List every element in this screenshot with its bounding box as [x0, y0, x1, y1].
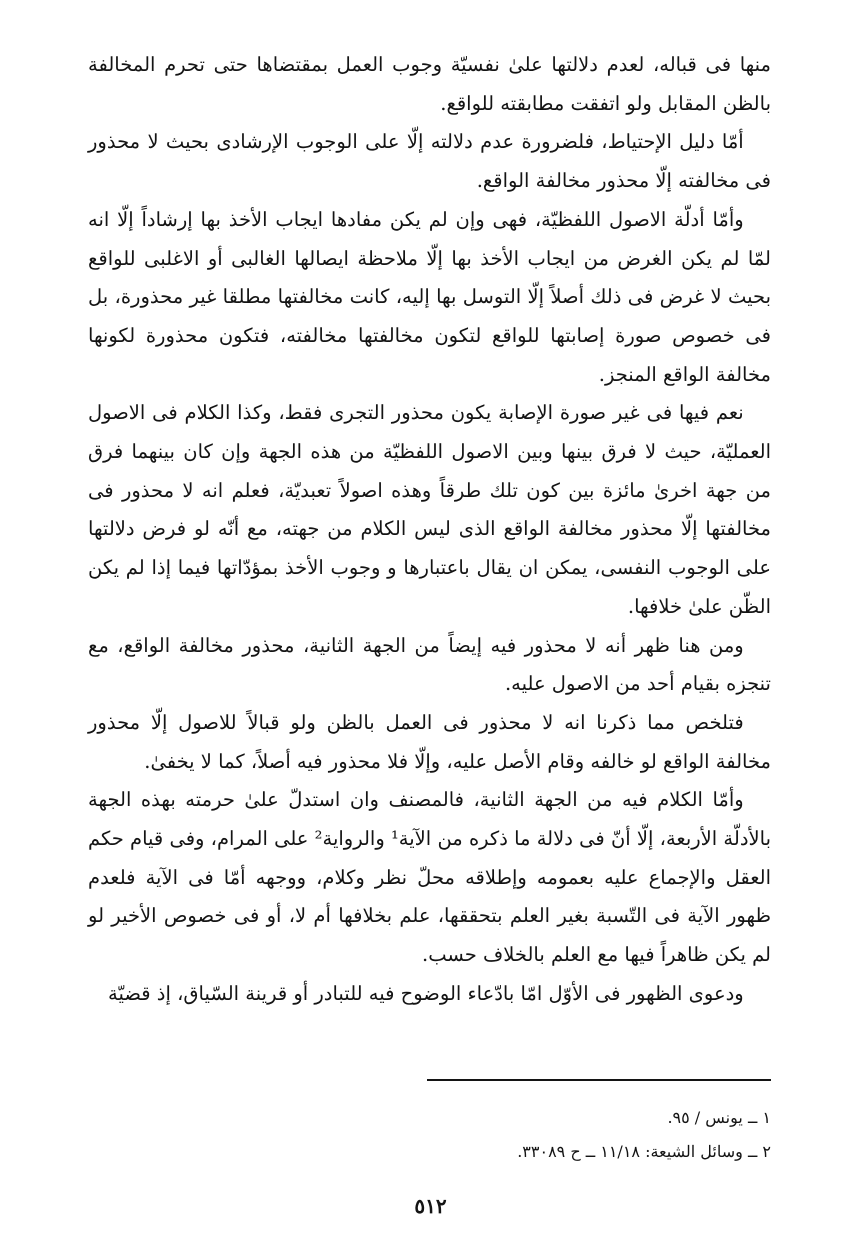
- footnote: ١ ــ يونس / ٩٥.: [667, 1108, 771, 1127]
- paragraph: ودعوى الظهور فى الأوّل امّا بادّعاء الوضوح فيه للتبادر أو قرينة السّياق، إذ قضيّة: [108, 981, 744, 1005]
- footnote: ٢ ــ وسائل الشيعة: ١١/١٨ ــ ح ٣٣٠٨٩.: [517, 1142, 771, 1161]
- page-number: ٥١٢: [414, 1194, 447, 1218]
- footnote-divider: [427, 1079, 771, 1081]
- footnotes: [88, 1101, 771, 1169]
- paragraph: ومن هنا ظهر أنه لا محذور فيه إيضاً من الجهة الثانية، محذور مخالفة الواقع، مع تنجزه بقيام أحد من الاصول عليه.: [88, 633, 771, 696]
- body-text: [88, 46, 771, 1014]
- paragraph: وأمّا الكلام فيه من الجهة الثانية، فالمصنف وان استدلّ علىٰ حرمته بهذه الجهة بالأدلّة الأربعة، إلّا أنّ فى دلالة ما ذكره من الآية¹ والرواية² على المرام، وفى قيام حكم العقل والإجماع عليه بعمومه وإطلاقه محلّ نظر وكلام، ووجهه أمّا فى الآية فلعدم ظهور الآية فى التّسبة بغير العلم بتحققها، علم بخلافها أم لا، أو فى خصوص الأخير لو لم يكن ظاهراً فيها مع العلم بالخلاف حسب.: [88, 788, 771, 967]
- paragraph: وأمّا أدلّة الاصول اللفظيّة، فهى وإن لم يكن مفادها ايجاب الأخذ بها إرشاداً إلّا انه لمّا لم يكن الغرض من ايجاب الأخذ بها إلّا ملاحظة ايصالها الغالبى أو الاغلبى للواقع بحيث لا غرض فى ذلك أصلاً إلّا التوسل بها إليه، كانت مخالفتها مطلقا غير محذورة، بل فى خصوص صورة إصابتها للواقع لتكون مخالفتها مخالفته، فتكون محذورة لكونها مخالفة الواقع المنجز.: [88, 207, 771, 386]
- paragraph: نعم فيها فى غير صورة الإصابة يكون محذور التجرى فقط، وكذا الكلام فى الاصول العمليّة، حيث لا فرق بينها وبين الاصول اللفظيّة من هذه الجهة وإن كان بينهما فرق من جهة اخرىٰ مائزة بين كون تلك طرقاً وهذه اصولاً تعبديّة، فعلم انه لا محذور فى مخالفتها إلّا محذور مخالفة الواقع الذى ليس الكلام من جهته، مع أنّه لو فرض دلالتها على الوجوب النفسى، يمكن ان يقال باعتبارها و وجوب الأخذ بمؤدّاتها فيما إذا لم يكن الظّن علىٰ خلافها.: [88, 401, 771, 618]
- paragraph: فتلخص مما ذكرنا انه لا محذور فى العمل بالظن ولو قبالاً للاصول إلّا محذور مخالفة الواقع لو خالفه وقام الأصل عليه، وإلّا فلا محذور فيه أصلاً، كما لا يخفىٰ.: [88, 710, 771, 773]
- paragraph: أمّا دليل الإحتياط، فلضرورة عدم دلالته إلّا على الوجوب الإرشادى بحيث لا محذور فى مخالفته إلّا محذور مخالفة الواقع.: [88, 130, 771, 193]
- paragraph: منها فى قباله، لعدم دلالتها علىٰ نفسيّة وجوب العمل بمقتضاها حتى تحرم المخالفة بالظن المقابل ولو اتفقت مطابقته للواقع.: [88, 53, 771, 115]
